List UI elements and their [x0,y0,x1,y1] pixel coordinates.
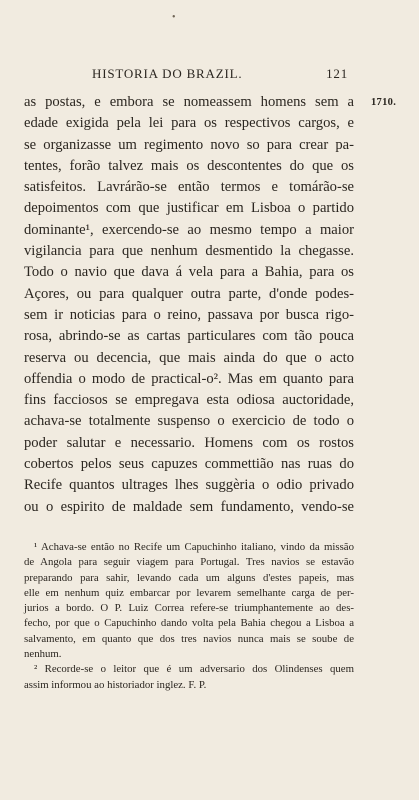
page-mark: • [172,12,176,23]
footnote-line: de Angola para seguir viagem para Portugal. Tres navios se estavão [24,556,354,569]
text-line: se organizasse um regimento novo so para crear pa- [24,136,354,153]
text-line: fins facciosos se empregava esta odiosa auctoridade, [24,392,354,409]
text-line: reserva ou decencia, que mais ainda do que o acto [24,349,354,366]
text-line: sem ir noticias para o reino, passava por busca rigo- [24,306,354,323]
text-line: Recife quantos ultrages lhes suggèria o odio privado [24,477,354,494]
text-line: rosa, abrindo-se as cartas particulares com tão pouca [24,328,354,345]
running-title: HISTORIA DO BRAZIL. [92,66,243,81]
text-line: depoimentos com que justificar em Lisboa o partido [24,200,354,217]
text-line: Todo o navio que dava á vela para a Bahia, para os [24,264,354,281]
running-header [24,66,348,82]
page-number: 121 [326,66,348,81]
footnote-line: ¹ Achava-se então no Recife um Capuchinho italiano, vindo da missão [34,541,354,553]
body-text [24,92,354,518]
text-line: offendia o modo de practical-o². Mas em quanto para [24,370,354,387]
footnote-line: salvamento, em quanto que dos tres navios nunca mais se soube de [24,632,354,645]
text-line: achava-se totalmente suspenso o exercicio de todo o [24,413,354,430]
text-line: vigilancia para que nenhum desmentido la chegasse. [24,243,354,260]
text-line: satisfeitos. Lavrárão-se então termos e tomárão-se [24,179,354,196]
footnote-line: nenhum. [24,648,62,661]
text-line: ou o espirito de maldade sem fundamento, vendo-se [24,498,354,515]
text-line: poder salutar e necessario. Homens com os rostos [24,434,354,451]
footnotes [24,540,354,693]
text-line: edade exigida pela lei para os respectivos cargos, e [24,115,354,132]
footnote-line: assim informou ao historiador inglez. F. P. [24,678,207,691]
text-line: cobertos pelos seus capuzes commettião nas ruas do [24,456,354,473]
footnote-line: fecho, por que o Capuchinho dando volta pela Bahia chegou a Lisboa a [24,617,354,630]
footnote-line: ² Recorde-se o leitor que é um adversario dos Olindenses quem [34,663,354,676]
text-line: Açores, ou para qualquer outra parte, d'onde podes- [24,285,354,302]
text-line: as postas, e embora se nomeassem homens sem a [24,94,354,110]
text-line: tentes, forão talvez mais os descontentes do que os [24,157,354,174]
footnote-line: elle em nenhum quiz embarcar por levarem semelhante carga de per- [24,586,354,599]
footnote-line: jurios a bordo. O P. Luiz Correa refere-se triumphantemente ao des- [24,602,354,615]
text-line: dominante¹, exercendo-se ao mesmo tempo a maior [24,221,354,238]
margin-year-note: 1710. [371,97,397,108]
footnote-line: preparando para sahir, levando cada um alguns d'estes papeis, mas [24,571,354,584]
